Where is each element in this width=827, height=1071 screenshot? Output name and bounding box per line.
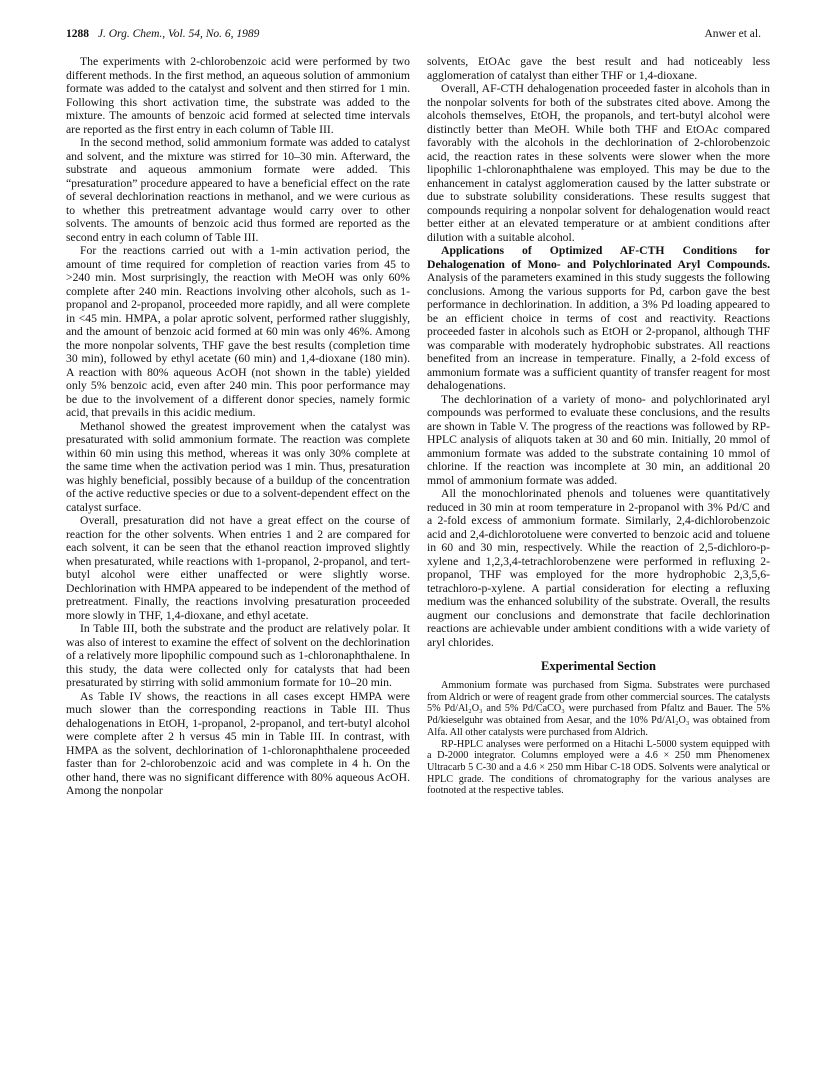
paragraph: As Table IV shows, the reactions in all cases except HMPA were much slower than the corresponding reactions in Table III. Thus dehalogenations in EtOH, 1-propanol, 2-propanol, and tert-butyl alcohol were complete after 2 h versus 45 min in Table III. In contrast, with HMPA as the solvent, dechlorination of 1-chloronaphthalene proceeded faster than for 2-chlorobenzoic acid and was complete in 4 h. On the other hand, there was no significant difference with 80% aqueous AcOH. Among the nonpolar xyxy=(66,689,410,797)
header-authors: Anwer et al. xyxy=(704,28,761,40)
paragraph: In Table III, both the substrate and the product are relatively polar. It was also of interest to examine the effect of solvent on the dechlorination of a relatively more lipophilic compound such as 1-chloronaphthalene. In this study, the data were collected only for catalysts that had been presaturated by stirring with solid ammonium formate for 10–20 min. xyxy=(66,622,410,689)
page-number: 1288 xyxy=(66,28,89,40)
paragraph: The dechlorination of a variety of mono- and polychlorinated aryl compounds was performed to evaluate these conclusions, and the results are shown in Table V. The progress of the reactions was followed by RP-HPLC analysis of aliquots taken at 30 and 60 min. Initially, 20 mmol of ammonium formate was added to the substrate containing 10 mmol of chlorine. If the reaction was incomplete at 30 min, an additional 20 mmol of ammonium formate was added. xyxy=(427,392,770,487)
paragraph: Overall, presaturation did not have a great effect on the course of reaction for the other solvents. When entries 1 and 2 are compared for each solvent, it can be seen that the ethanol reaction improved slightly when presaturated, while reactions with 1-propanol, 2-propanol, and tert-butyl alcohol were either unaffected or were slightly worse. Dechlorination with HMPA appeared to be independent of the method of pretreatment. Finally, the reactions involving presaturation proceeded more slowly in THF, 1,4-dioxane, and ethyl acetate. xyxy=(66,514,410,622)
paragraph-text: Analysis of the parameters examined in this study suggests the following conclusions. Among the various supports for Pd, carbon gave the best performance in dechlorination. In addition, a 3% Pd loading appeared to be an efficient choice in terms of cost and reactivity. Reactions proceeded faster in alcohols such as EtOH or 2-propanol, although THF was comparable with moderately hydrophobic substrates. All reactions benefited from an increase in temperature. Finally, a 2-fold excess of ammonium formate was a sufficient quantity of transfer reagent for most dehalogenations. xyxy=(427,271,770,392)
left-column xyxy=(66,55,410,798)
paragraph: For the reactions carried out with a 1-min activation period, the amount of time required for completion of reaction varies from 45 to >240 min. Most surprisingly, the reaction with MeOH was only 60% complete after 240 min. Reactions involving other alcohols, such as 1-propanol and 2-propanol, proceeded more rapidly, and all were complete in <45 min. HMPA, a polar aprotic solvent, performed rather sluggishly, and the amount of benzoic acid formed at 60 min was only 46%. Among the more nonpolar solvents, THF gave the best results (completion time 30 min), followed by ethyl acetate (60 min) and 1,4-dioxane (180 min). A reaction with 80% aqueous AcOH (not shown in the table) yielded only 5% benzoic acid, even after 240 min. This poor performance may be due to the involvement of a different donor species, namely formic acid, that prevails in this acidic medium. xyxy=(66,244,410,419)
experimental-paragraph: Ammonium formate was purchased from Sigma. Substrates were purchased from Aldrich or were of reagent grade from other commercial sources. The catalysts 5% Pd/Al₂O₃ and 5% Pd/CaCO₃ were purchased from Pfaltz and Bauer. The 5% Pd/kieselguhr was obtained from Aesar, and the 10% Pd/Al₂O₃ was obtained from Alfa. All other catalysts were purchased from Aldrich. xyxy=(427,680,770,738)
right-column xyxy=(427,55,770,797)
section-title: Experimental Section xyxy=(541,659,656,673)
subsection-heading: Applications of Optimized AF-CTH Conditions for Dehalogenation of Mono- and Polychlorinated Aryl Compounds. xyxy=(427,244,770,271)
paragraph: solvents, EtOAc gave the best result and had noticeably less agglomeration of catalyst than either THF or 1,4-dioxane. xyxy=(427,55,770,82)
paragraph: Methanol showed the greatest improvement when the catalyst was presaturated with solid ammonium formate. The reaction was complete within 60 min using this method, whereas it was only 30% complete at the same time when the activation period was 1 min. Thus, presaturation was highly beneficial, possibly because of a buildup of the concentration of the active reductive species or due to a solvent-dependent effect on the catalyst surface. xyxy=(66,419,410,514)
header-left xyxy=(66,28,259,40)
running-header xyxy=(66,28,761,48)
paragraph-with-subheading xyxy=(427,244,770,393)
journal-citation: J. Org. Chem., Vol. 54, No. 6, 1989 xyxy=(97,28,260,40)
paragraph: Overall, AF-CTH dehalogenation proceeded faster in alcohols than in the nonpolar solvents for both of the substrates cited above. Among the alcohols themselves, EtOH, the propanols, and tert-butyl alcohol were distinctly better than MeOH. While both THF and EtOAc compared favorably with the alcohols in the dechlorination of 2-chlorobenzoic acid, the reaction rates in these solvents were slower when the more lipophilic 1-chloronaphthalene was employed. This may be due to the enhancement in catalyst agglomeration caused by the latter substrate or due to substrate solubility considerations. These results suggest that compounds requiring a nonpolar solvent for dehalogenation would react better either at an elevated temperature or at ambient conditions after dilution with a suitable alcohol. xyxy=(427,82,770,244)
paragraph: All the monochlorinated phenols and toluenes were quantitatively reduced in 30 min at room temperature in 2-propanol with 3% Pd/C and a 2-fold excess of ammonium formate. Similarly, 2,4-dichlorobenzoic acid and 2,4-dichlorotoluene were converted to benzoic acid and toluene in 60 and 30 min, respectively. While the reaction of 2,5-dichloro-p-xylene and 1,2,3,4-tetrachlorobenzene were performed in refluxing 2-propanol, THF was employed for the more hydrophobic 2,3,5,6-tetrachloro-p-xylene. A partial consideration for electing a refluxing medium was the enhanced solubility of the substrate. Overall, the results augment our conclusions and demonstrate that facile dechlorination reactions are achievable under ambient conditions with a wide variety of aryl chlorides. xyxy=(427,487,770,649)
paragraph: In the second method, solid ammonium formate was added to catalyst and solvent, and the mixture was stirred for 10–30 min. Afterward, the substrate and aqueous ammonium formate were added. This “presaturation” procedure appeared to have a beneficial effect on the rate of several dechlorination reactions in methanol, and we were curious as to whether this pretreatment advantage would carry over to other solvents. The amounts of benzoic acid thus formed are reported as the second entry in each column of Table III. xyxy=(66,136,410,244)
experimental-paragraph: RP-HPLC analyses were performed on a Hitachi L-5000 system equipped with a D-2000 integrator. Columns employed were a 4.6 × 250 mm Phenomenex Ultracarb 5 C-30 and a 4.6 × 250 mm Hibar C-18 ODS. Solvents were analytical or HPLC grade. The conditions of chromatography for the various analyses are footnoted at the respective tables. xyxy=(427,738,770,797)
paragraph: The experiments with 2-chlorobenzoic acid were performed by two different methods. In the first method, an aqueous solution of ammonium formate was added to the catalyst and solvent and then stirred for 1 min. Following this short activation time, the substrate was added to the mixture. The amounts of benzoic acid formed at selected time intervals are reported as the first entry in each column of Table III. xyxy=(66,55,410,136)
